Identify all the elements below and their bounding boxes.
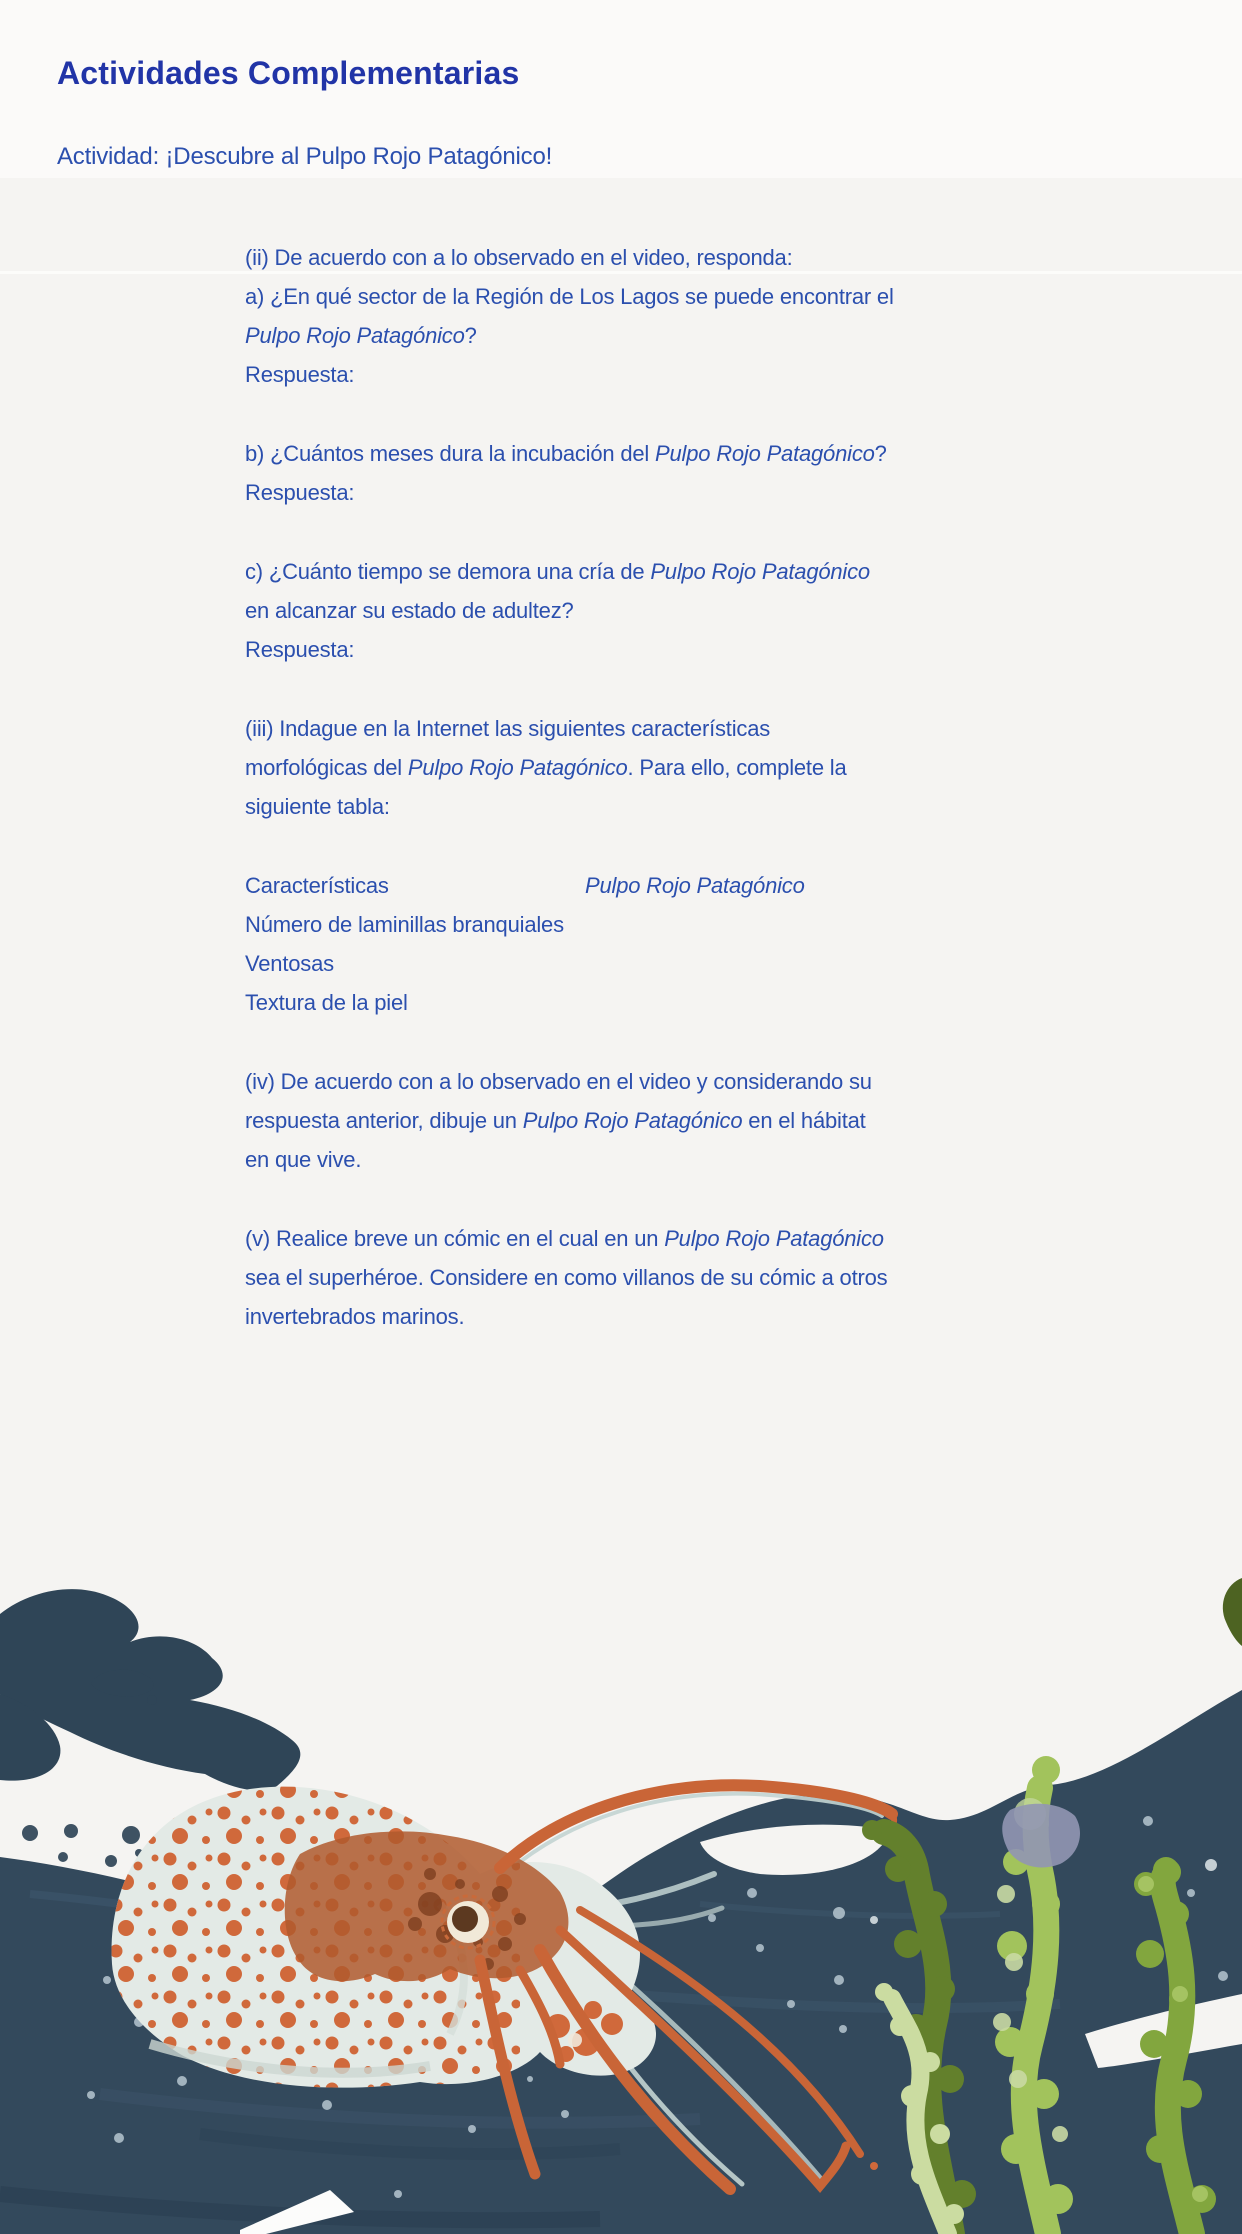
table-col-characteristics: Características bbox=[245, 873, 389, 898]
question-c-text: c) ¿Cuánto tiempo se demora una cría de bbox=[245, 559, 651, 584]
question-a-line1 bbox=[245, 277, 925, 316]
table-row-label: Textura de la piel bbox=[245, 990, 408, 1015]
question-iv-line3 bbox=[245, 1140, 925, 1179]
question-c-block bbox=[245, 552, 925, 669]
question-v-text3: invertebrados marinos. bbox=[245, 1304, 465, 1329]
species-name-italic: Pulpo Rojo Patagónico bbox=[407, 755, 628, 780]
seaweed-corner-blob bbox=[1223, 1578, 1242, 1646]
species-name-italic: Pulpo Rojo Patagónico bbox=[650, 559, 870, 584]
question-iii-text2a: morfológicas del bbox=[245, 755, 408, 780]
question-iv-text2b: en el hábitat bbox=[742, 1108, 866, 1133]
question-a-line2 bbox=[245, 316, 925, 355]
question-b-text: b) ¿Cuántos meses dura la incubación del bbox=[245, 441, 656, 466]
question-v-text1: (v) Realice breve un cómic en el cual en un bbox=[245, 1226, 665, 1251]
question-iv-text2a: respuesta anterior, dibuje un bbox=[245, 1108, 523, 1133]
characteristics-table bbox=[245, 866, 925, 1022]
table-row bbox=[245, 905, 925, 944]
question-ii-intro bbox=[245, 238, 925, 277]
question-iii-text3: siguiente tabla: bbox=[245, 794, 390, 819]
worksheet-body bbox=[245, 238, 925, 1376]
question-iv-text3: en que vive. bbox=[245, 1147, 362, 1172]
question-iii-block bbox=[245, 709, 925, 826]
answer-label-b bbox=[245, 473, 925, 512]
question-v-text2: sea el superhéroe. Considere en como villanos de su cómic a otros bbox=[245, 1265, 888, 1290]
question-mark: ? bbox=[874, 441, 887, 466]
species-name-italic: Pulpo Rojo Patagónico bbox=[664, 1226, 884, 1251]
question-ii-block bbox=[245, 238, 925, 394]
question-iii-text2b: . Para ello, complete la bbox=[627, 755, 847, 780]
table-header-row bbox=[245, 866, 925, 905]
table-row-label: Ventosas bbox=[245, 951, 334, 976]
question-c-text2: en alcanzar su estado de adultez? bbox=[245, 598, 574, 623]
page-title: Actividades Complementarias bbox=[57, 55, 520, 91]
question-iv-text: (iv) De acuerdo con a lo observado en el video y considerando su bbox=[245, 1069, 872, 1094]
question-c-line1 bbox=[245, 552, 925, 591]
species-name-italic: Pulpo Rojo Patagónico bbox=[655, 441, 875, 466]
question-iv-block bbox=[245, 1062, 925, 1179]
species-name-italic: Pulpo Rojo Patagónico bbox=[245, 323, 465, 348]
octopus-habitat-illustration bbox=[0, 1574, 1242, 2234]
rock-silhouette bbox=[0, 1589, 300, 1790]
question-v-block bbox=[245, 1219, 925, 1336]
question-b-block bbox=[245, 434, 925, 512]
question-v-line2 bbox=[245, 1258, 925, 1297]
question-iii-line3 bbox=[245, 787, 925, 826]
question-v-line3 bbox=[245, 1297, 925, 1336]
question-iii-line1 bbox=[245, 709, 925, 748]
question-v-line1 bbox=[245, 1219, 925, 1258]
table-row-label: Número de laminillas branquiales bbox=[245, 912, 564, 937]
question-b-line1 bbox=[245, 434, 925, 473]
answer-label-text: Respuesta: bbox=[245, 362, 355, 387]
table-col-species: Pulpo Rojo Patagónico bbox=[585, 873, 805, 898]
answer-label-c bbox=[245, 630, 925, 669]
page-subtitle: Actividad: ¡Descubre al Pulpo Rojo Patagónico! bbox=[57, 143, 553, 170]
answer-label-text: Respuesta: bbox=[245, 480, 355, 505]
question-iii-line2 bbox=[245, 748, 925, 787]
eye-pupil bbox=[452, 1906, 478, 1932]
answer-label-text: Respuesta: bbox=[245, 637, 355, 662]
question-c-line2 bbox=[245, 591, 925, 630]
question-mark: ? bbox=[464, 323, 477, 348]
question-iv-line1 bbox=[245, 1062, 925, 1101]
question-iv-line2 bbox=[245, 1101, 925, 1140]
question-ii-intro-text: (ii) De acuerdo con a lo observado en el video, responda: bbox=[245, 245, 793, 270]
table-row bbox=[245, 983, 925, 1022]
table-row bbox=[245, 944, 925, 983]
answer-label-a bbox=[245, 355, 925, 394]
species-name-italic: Pulpo Rojo Patagónico bbox=[522, 1108, 743, 1133]
siphon-dot bbox=[568, 2033, 582, 2047]
question-a-text: a) ¿En qué sector de la Región de Los Lagos se puede encontrar el bbox=[245, 284, 894, 309]
question-iii-text: (iii) Indague en la Internet las siguientes características bbox=[245, 716, 771, 741]
